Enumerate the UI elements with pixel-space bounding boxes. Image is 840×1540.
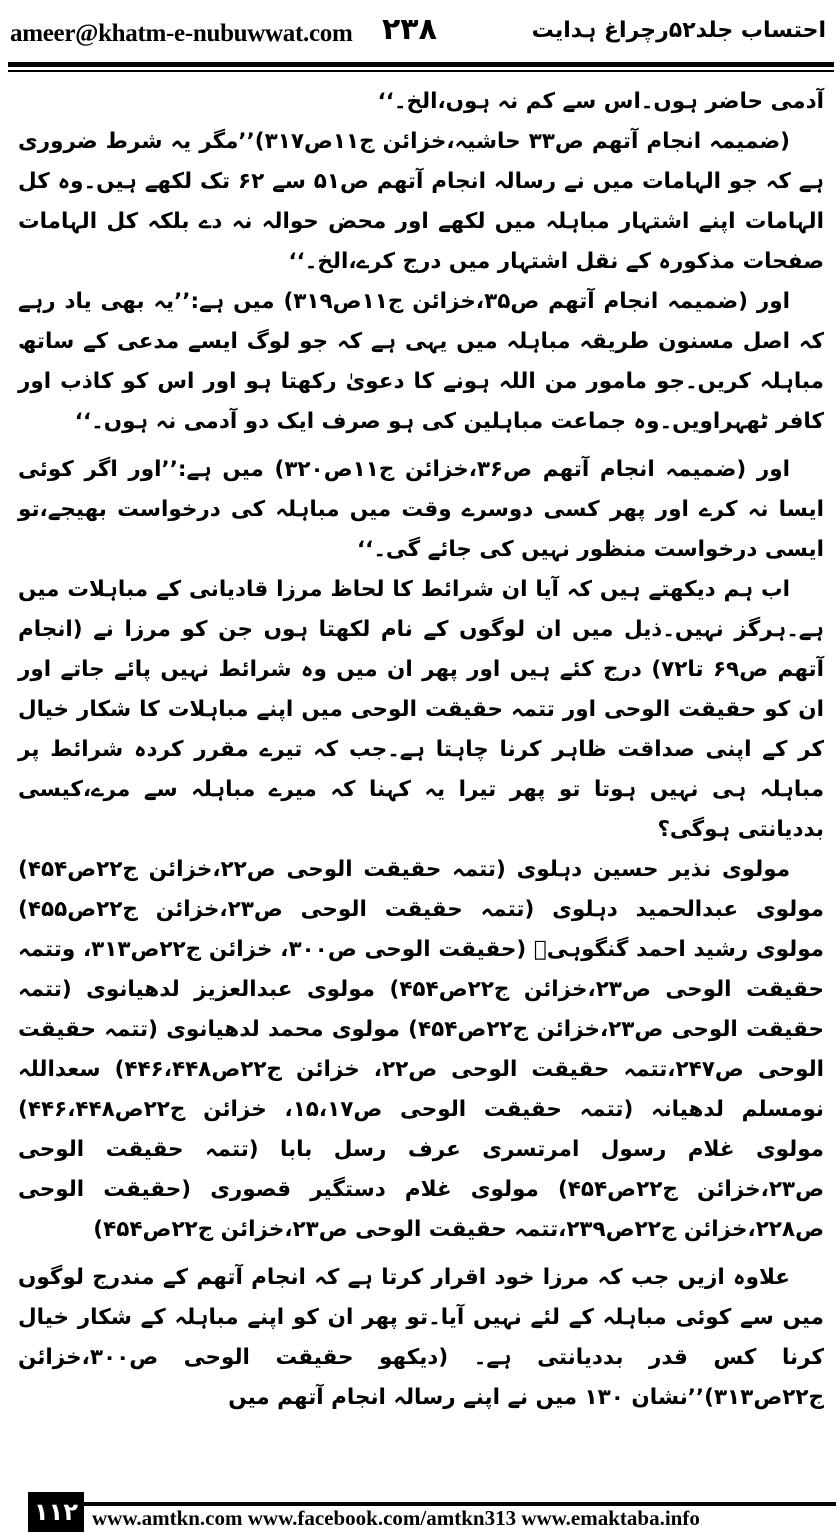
paragraph-6: مولوی نذیر حسین دہلوی (تتمہ حقیقت الوحی ص۲۲،خزائن ج۲۲ص۴۵۴) مولوی عبدالحمید دہلوی (تتمہ حقیقت الوحی ص۲۳،خزائن ج۲۲ص۴۵۵) مولوی رشید احمد گنگوہیؒ (حقیقت الوحی ص۳۰۰، خزائن ج۲۲ص۳۱۳، وتتمہ حقیقت الوحی ص۲۳،خزائن ج۲۲ص۴۵۴) مولوی عبدالعزیز لدھیانوی (تتمہ حقیقت الوحی ص۲۳،خزائن ج۲۲ص۴۵۴) مولوی محمد لدھیانوی (تتمہ حقیقت الوحی ص۲۴۷،تتمہ حقیقت الوحی ص۲۲، خزائن ج۲۲ص۴۴۶،۴۴۸) سعداللہ نومسلم لدھیانہ (تتمہ حقیقت الوحی ص۱۵،۱۷، خزائن ج۲۲ص۴۴۶،۴۴۸) مولوی غلام رسول امرتسری عرف رسل بابا (تتمہ حقیقت الوحی ص۲۳،خزائن ج۲۲ص۴۵۴) مولوی غلام دستگیر قصوری (حقیقت الوحی ص۲۲۸،خزائن ج۲۲ص۲۳۹،تتمہ حقیقت الوحی ص۲۳،خزائن ج۲۲ص۴۵۴)	[18, 857, 825, 1242]
paragraph-5: اب ہم دیکھتے ہیں کہ آیا ان شرائط کا لحاظ مرزا قادیانی کے مباہلات میں ہے۔ہرگز نہیں۔ذیل میں ان لوگوں کے نام لکھتا ہوں جن کو مرزا نے (انجام آتھم ص۶۹ تا۷۲) درج کئے ہیں اور پھر ان میں وہ شرائط نہیں پائے جاتے اور ان کو حقیقت الوحی اور تتمہ حقیقت الوحی میں اپنے مباہلات کا شکار خیال کر کے اپنی صداقت ظاہر کرنا چاہتا ہے۔جب کہ تیرے مقرر کردہ شرائط پر مباہلہ ہی نہیں ہوتا تو پھر تیرا یہ کہنا کہ میرے مباہلہ سے مرے،کیسی بددیانتی ہوگی؟	[18, 577, 824, 842]
header-rule-thick	[8, 62, 834, 67]
header-email[interactable]: ameer@khatm-e-nubuwwat.com	[10, 20, 353, 47]
paragraph-3: اور (ضمیمہ انجام آتھم ص۳۵،خزائن ج۱۱ص۳۱۹) میں ہے:’’یہ بھی یاد رہے کہ اصل مسنون طریقہ مباہلہ میں یہی ہے کہ جو لوگ ایسے مدعی کے ساتھ مباہلہ کریں۔جو مامور من اللہ ہونے کا دعویٰ رکھتا ہو اور اس کو کاذب اور کافر ٹھہراویں۔وہ جماعت مباہلین کی ہو صرف ایک دو آدمی نہ ہوں۔‘‘	[18, 289, 824, 434]
page-body	[18, 82, 824, 1418]
page-footer	[0, 1488, 840, 1540]
paragraph-1: آدمی حاضر ہوں۔اس سے کم نہ ہوں،الخ۔‘‘	[377, 89, 824, 114]
paragraph-4: اور (ضمیمہ انجام آتھم ص۳۶،خزائن ج۱۱ص۳۲۰) میں ہے:’’اور اگر کوئی ایسا نہ کرے اور پھر کسی دوسرے وقت میں مباہلہ کی درخواست بھیجے،تو ایسی درخواست منظور نہیں کی جائے گی۔‘‘	[18, 457, 824, 562]
paragraph-7: علاوہ ازیں جب کہ مرزا خود اقرار کرتا ہے کہ انجام آتھم کے مندرج لوگوں میں سے کوئی مباہلہ کے لئے نہیں آیا۔تو پھر ان کو اپنے مباہلہ کے شکار خیال کرنا کس قدر بددیانتی ہے۔ (دیکھو حقیقت الوحی ص۳۰۰،خزائن ج۲۲ص۳۱۳)’’نشان ۱۳۰ میں نے اپنے رسالہ انجام آتھم میں	[18, 1265, 824, 1410]
header-rule-thin	[8, 70, 834, 72]
footer-links[interactable]: www.amtkn.com www.facebook.com/amtkn313 www.emaktaba.info	[92, 1506, 700, 1530]
page-header	[0, 0, 840, 64]
footer-page-number: ۱۱۲	[28, 1492, 84, 1532]
paragraph-2: (ضمیمہ انجام آتھم ص۳۳ حاشیہ،خزائن ج۱۱ص۳۱۷)’’مگر یہ شرط ضروری ہے کہ جو الہامات میں نے رسالہ انجام آتھم ص۵۱ سے ۶۲ تک لکھے ہیں۔وہ کل الہامات اپنے اشتہار مباہلہ میں لکھے اور محض حوالہ نہ دے بلکہ کل الہامات صفحات مذکورہ کے نقل اشتہار میں درج کرے،الخ۔‘‘	[18, 129, 824, 274]
header-book-title: احتساب جلد۵۲رچراغ ہدایت	[531, 18, 826, 43]
header-page-number: ۲۳۸	[382, 12, 437, 47]
